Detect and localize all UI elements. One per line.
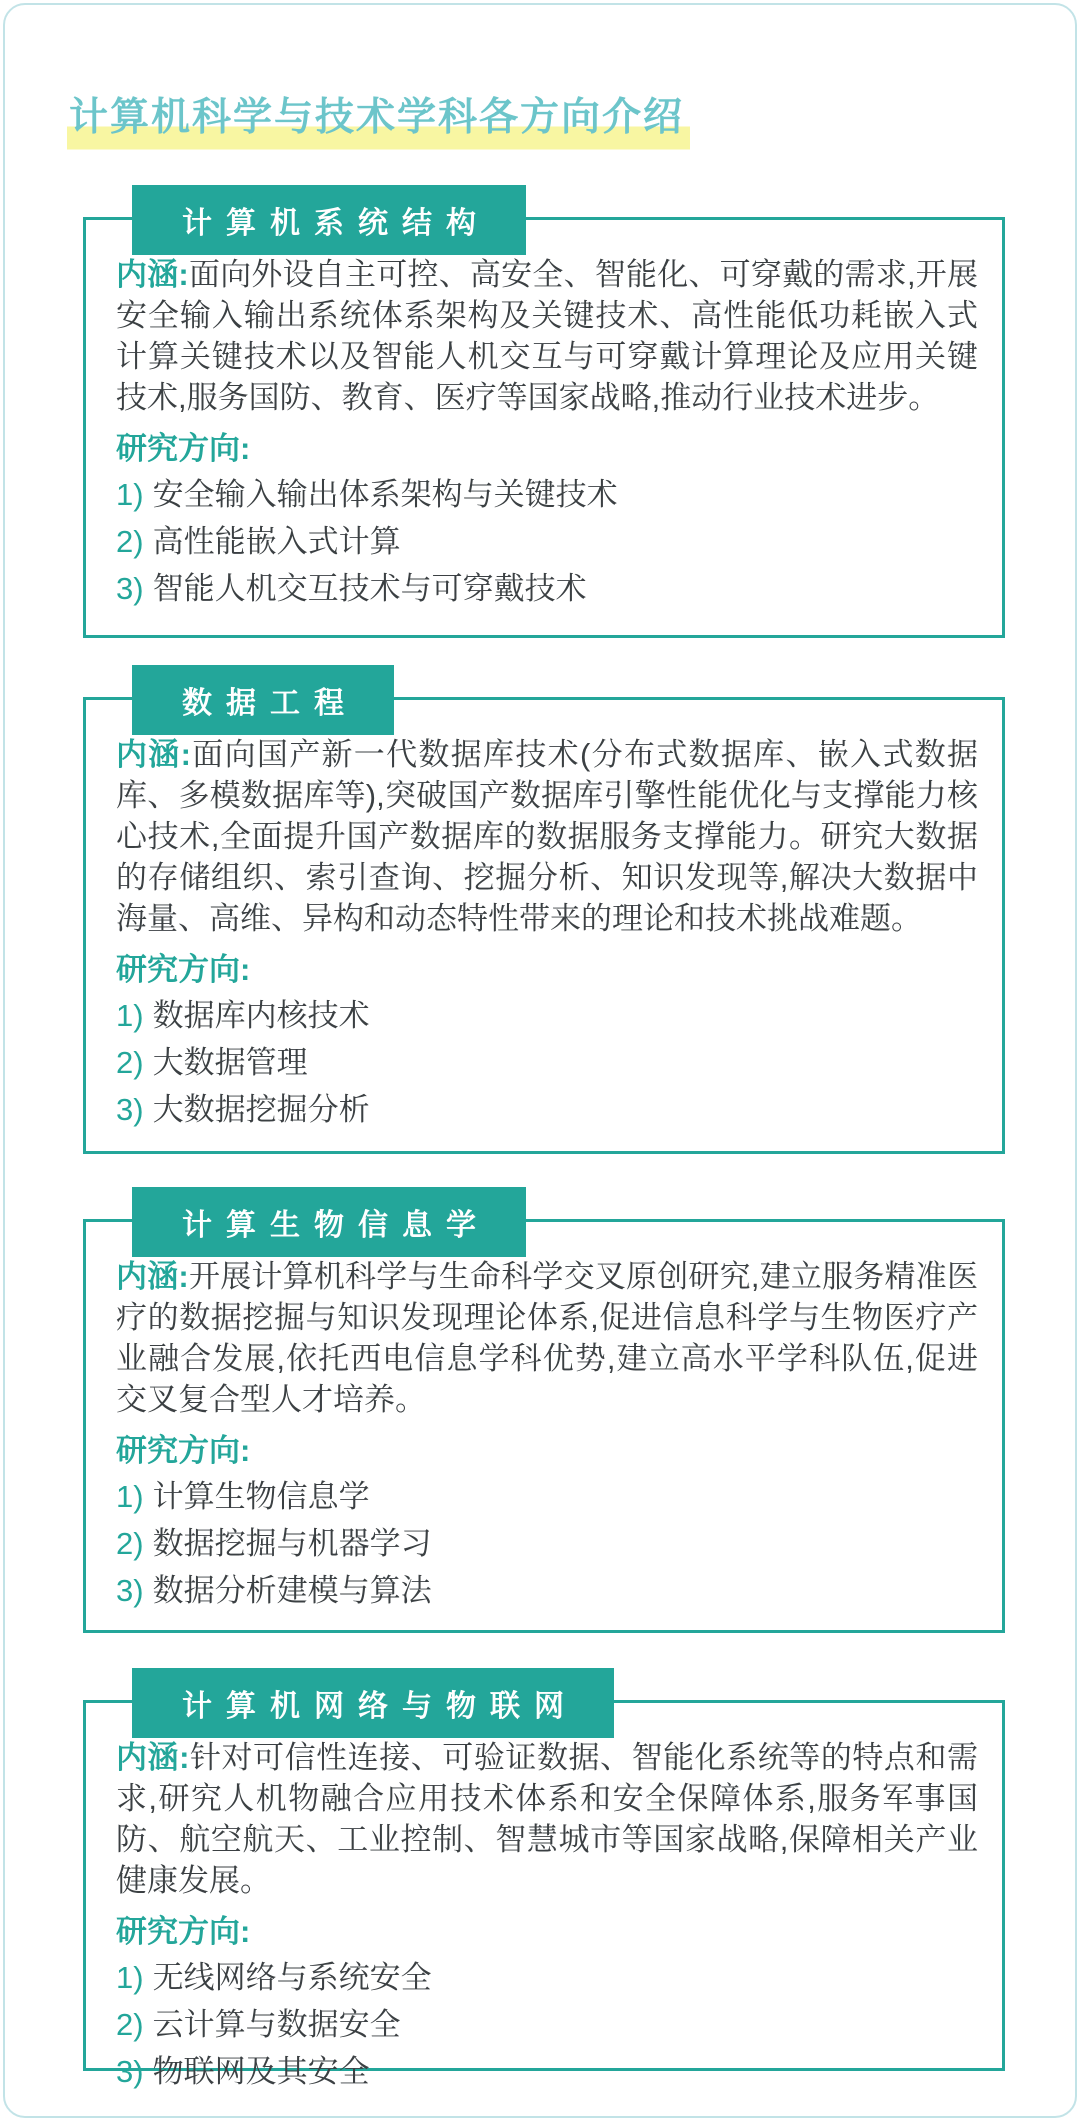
section-content xyxy=(86,1703,1002,2109)
list-item xyxy=(116,1520,978,1567)
item-text: 安全输入输出体系架构与关键技术 xyxy=(152,477,618,512)
connotation-text: 开展计算机科学与生命科学交叉原创研究,建立服务精准医疗的数据挖掘与知识发现理论体系,促进信息科学与生物医疗产业融合发展,依托西电信息学科优势,建立高水平学科队伍,促进交叉复合型人才培养。 xyxy=(116,1259,978,1417)
item-text: 数据库内核技术 xyxy=(152,998,370,1033)
list-item xyxy=(116,2048,978,2095)
section-header-badge: 计算机网络与物联网 xyxy=(132,1668,614,1738)
item-number: 1) xyxy=(116,477,144,512)
connotation-label: 内涵: xyxy=(116,1259,189,1294)
connotation-label: 内涵: xyxy=(116,1740,190,1775)
directions-heading: 研究方向: xyxy=(116,952,251,987)
connotation-text: 面向国产新一代数据库技术(分布式数据库、嵌入式数据库、多模数据库等),突破国产数据库引擎性能优化与支撑能力核心技术,全面提升国产数据库的数据服务支撑能力。研究大数据的存储组织、索引查询、挖掘分析、知识发现等,解决大数据中海量、高维、异构和动态特性带来的理论和技术挑战难题。 xyxy=(116,737,978,936)
section-data-engineering xyxy=(83,687,1005,1154)
item-number: 1) xyxy=(116,1960,144,1995)
directions-heading: 研究方向: xyxy=(116,1433,251,1468)
section-content xyxy=(86,220,1002,626)
item-text: 大数据挖掘分析 xyxy=(152,1092,370,1127)
directions-heading: 研究方向: xyxy=(116,431,251,466)
page-title: 计算机科学与技术学科各方向介绍 xyxy=(67,93,690,151)
section-computational-bioinformatics xyxy=(83,1209,1005,1633)
connotation-text: 面向外设自主可控、高安全、智能化、可穿戴的需求,开展安全输入输出系统体系架构及关键技术、高性能低功耗嵌入式计算关键技术以及智能人机交互与可穿戴计算理论及应用关键技术,服务国防、教育、医疗等国家战略,推动行业技术进步。 xyxy=(116,257,978,415)
item-text: 云计算与数据安全 xyxy=(152,2007,401,2042)
connotation-paragraph xyxy=(116,1256,978,1420)
section-header-badge: 计算生物信息学 xyxy=(132,1187,526,1257)
connotation-text: 针对可信性连接、可验证数据、智能化系统等的特点和需求,研究人机物融合应用技术体系和安全保障体系,服务军事国防、航空航天、工业控制、智慧城市等国家战略,保障相关产业健康发展。 xyxy=(116,1740,979,1898)
item-number: 1) xyxy=(116,998,144,1033)
content-card xyxy=(3,3,1077,2118)
item-number: 3) xyxy=(116,1573,144,1608)
item-number: 2) xyxy=(116,1045,144,1080)
section-networks-iot xyxy=(83,1690,1005,2089)
connotation-paragraph xyxy=(116,254,978,418)
connotation-label: 内涵: xyxy=(116,257,189,292)
list-item xyxy=(116,1954,978,2001)
list-item xyxy=(116,1473,978,1520)
item-text: 无线网络与系统安全 xyxy=(152,1960,432,1995)
section-computer-architecture xyxy=(83,207,1005,638)
section-content xyxy=(86,1222,1002,1628)
connotation-paragraph xyxy=(116,1737,978,1901)
item-text: 计算生物信息学 xyxy=(152,1479,370,1514)
list-item xyxy=(116,2001,978,2048)
list-item xyxy=(116,518,978,565)
item-number: 1) xyxy=(116,1479,144,1514)
item-text: 数据挖掘与机器学习 xyxy=(152,1526,432,1561)
item-number: 2) xyxy=(116,1526,144,1561)
list-item xyxy=(116,565,978,612)
item-text: 大数据管理 xyxy=(152,1045,308,1080)
list-item xyxy=(116,992,978,1039)
item-number: 2) xyxy=(116,2007,144,2042)
connotation-paragraph xyxy=(116,734,978,939)
item-text: 数据分析建模与算法 xyxy=(152,1573,432,1608)
item-number: 3) xyxy=(116,571,144,606)
section-content xyxy=(86,700,1002,1147)
directions-heading: 研究方向: xyxy=(116,1914,251,1949)
item-text: 物联网及其安全 xyxy=(152,2054,370,2089)
section-header-badge: 数据工程 xyxy=(132,665,394,735)
list-item xyxy=(116,1039,978,1086)
section-header-badge: 计算机系统结构 xyxy=(132,185,526,255)
item-number: 3) xyxy=(116,2054,144,2089)
item-text: 智能人机交互技术与可穿戴技术 xyxy=(152,571,587,606)
connotation-label: 内涵: xyxy=(116,737,191,772)
list-item xyxy=(116,1567,978,1614)
item-text: 高性能嵌入式计算 xyxy=(152,524,401,559)
list-item xyxy=(116,1086,978,1133)
item-number: 2) xyxy=(116,524,144,559)
item-number: 3) xyxy=(116,1092,144,1127)
list-item xyxy=(116,471,978,518)
